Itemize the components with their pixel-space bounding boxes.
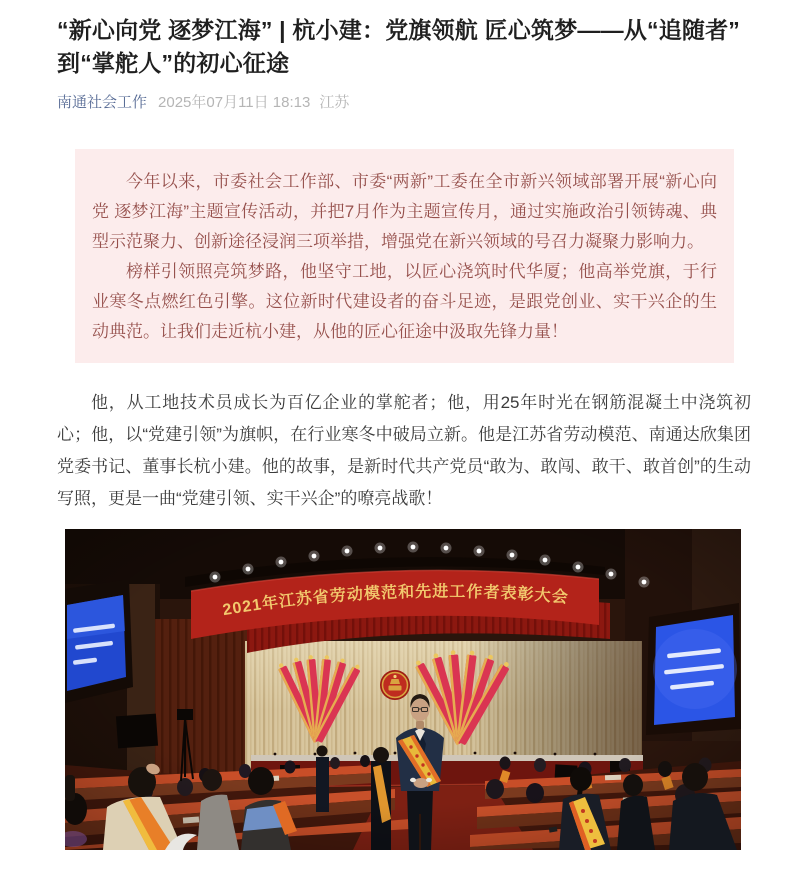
highlight-paragraph-1: 今年以来，市委社会工作部、市委“两新”工委在全市新兴领域部署开展“新心向党 逐梦江海”主题宣传活动，并把7月作为主题宣传月，通过实施政治引领铸魂、典型示范聚力、创新途径浸润三项举措，增强党在新兴领域的号召力凝聚力影响力。 — [92, 172, 717, 251]
publish-location: 江苏 — [319, 94, 350, 111]
award-ceremony-photo — [65, 529, 741, 850]
body-paragraph: 他，从工地技术员成长为百亿企业的掌舵者；他，用25年时光在钢筋混凝土中浇筑初心；他，以“党建引领”为旗帜，在行业寒冬中破局立新。他是江苏省劳动模范、南通达欣集团党委书记、董事长杭小建。他的故事，是新时代共产党员“敢为、敢闯、敢干、敢首创”的生动写照，更是一曲“党建引领、实干兴企”的嘹亮战歌！ — [57, 393, 751, 508]
highlight-paragraph-2: 榜样引领照亮筑梦路，他坚守工地，以匠心浇筑时代华厦；他高举党旗，于行业寒冬点燃红色引擎。这位新时代建设者的奋斗足迹，是跟党创业、实干兴企的生动典范。让我们走近杭小建，从他的匠心征途中汲取先锋力量！ — [92, 262, 717, 341]
side-screen-left — [65, 579, 133, 703]
article-meta — [57, 92, 751, 113]
article-title: “新心向党 逐梦江海” | 杭小建：党旗领航 匠心筑梦——从“追随者”到“掌舵人”的初心征途 — [57, 17, 740, 76]
account-name-link[interactable]: 南通社会工作 — [57, 94, 148, 111]
highlight-box — [75, 149, 734, 363]
side-screen-right — [646, 603, 741, 735]
article-photo[interactable] — [65, 529, 741, 850]
publish-date: 2025年07月11日 18:13 — [158, 94, 311, 111]
